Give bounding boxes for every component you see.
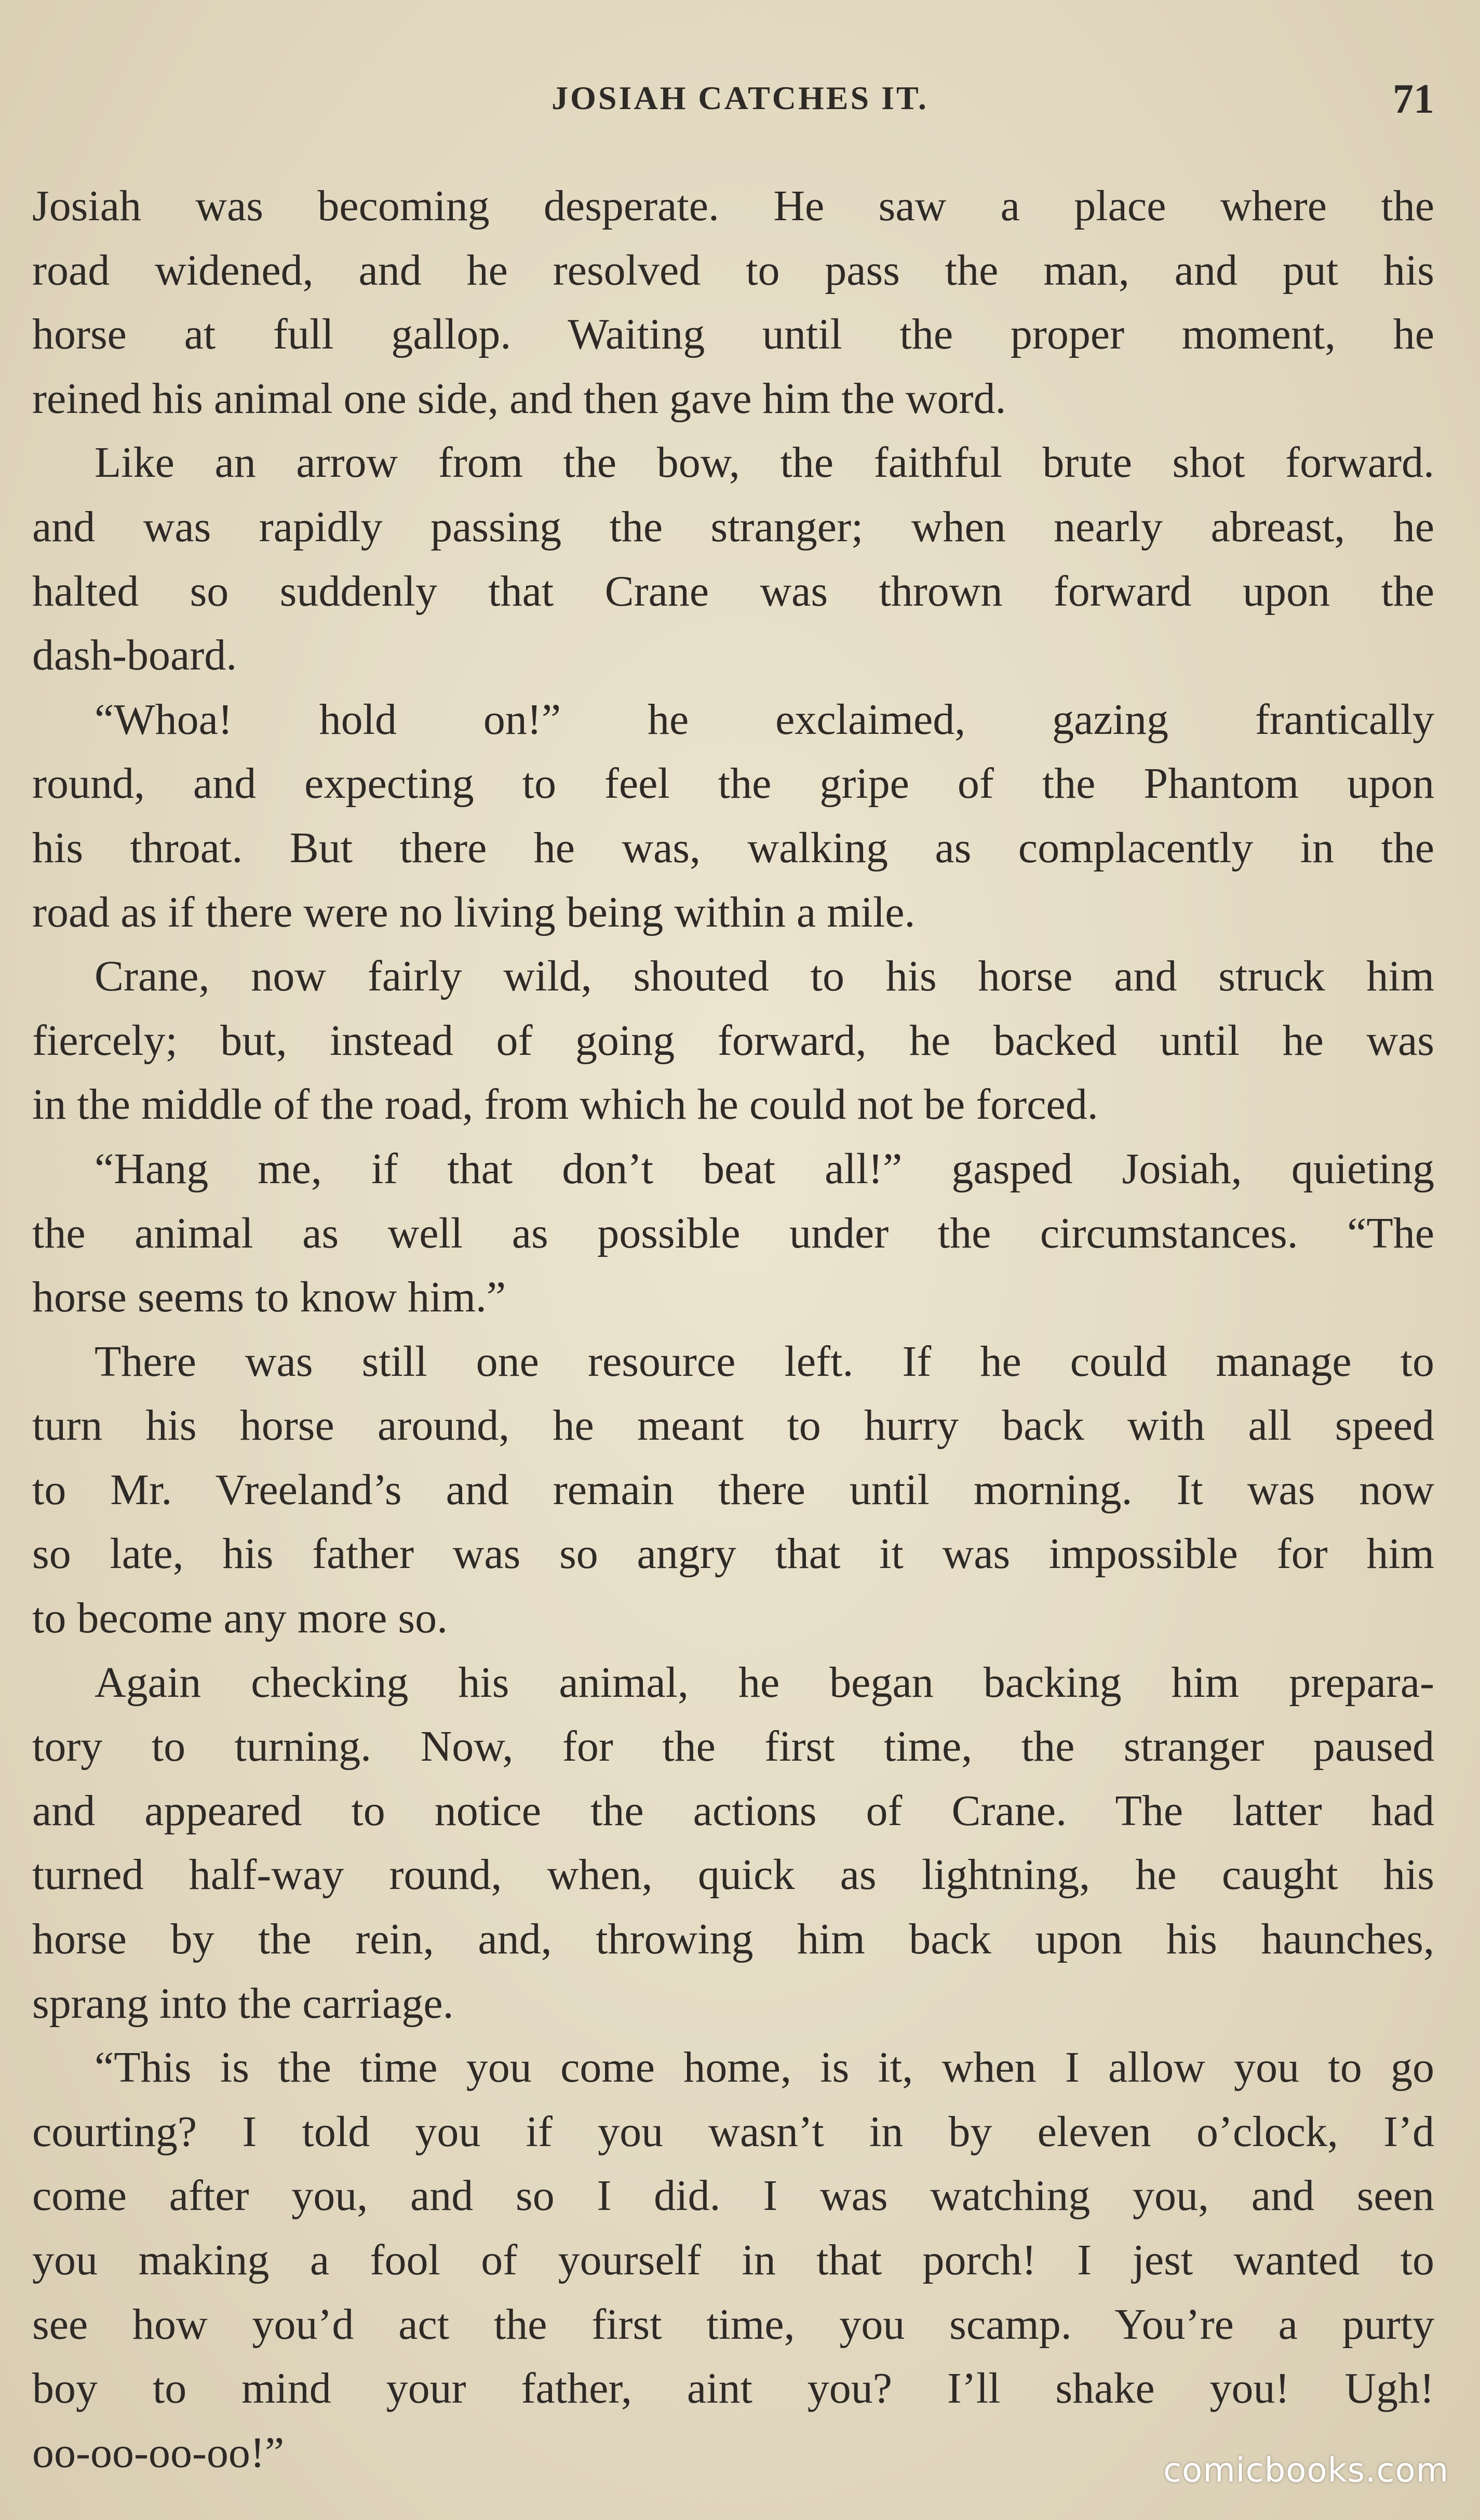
watermark: comicbooks.com [1163, 2451, 1449, 2490]
text-line: and was rapidly passing the stranger; when nearly abreast, he [32, 502, 1434, 551]
text-line: “Hang me, if that don’t beat all!” gasped Josiah, quieting [95, 1144, 1434, 1193]
text-line: to become any more so. [32, 1594, 448, 1643]
running-head [0, 76, 1480, 136]
text-line: to Mr. Vreeland’s and remain there until morning. It was now [32, 1465, 1434, 1514]
text-line: road as if there were no living being within a mile. [32, 888, 916, 936]
text-line: reined his animal one side, and then gave him the word. [32, 374, 1006, 423]
text-line: turn his horse around, he meant to hurry back with all speed [32, 1401, 1434, 1450]
text-line: round, and expecting to feel the gripe of the Phantom upon [32, 759, 1434, 808]
text-line: dash-board. [32, 631, 237, 680]
text-line: “This is the time you come home, is it, when I allow you to go [95, 2043, 1434, 2092]
text-line: oo-oo-oo-oo!” [32, 2428, 285, 2477]
text-line: Again checking his animal, he began backing him prepara- [95, 1658, 1434, 1707]
text-line: in the middle of the road, from which he could not be forced. [32, 1080, 1098, 1129]
text-line: tory to turning. Now, for the first time, the stranger paused [32, 1722, 1434, 1771]
text-line: come after you, and so I did. I was watching you, and seen [32, 2172, 1434, 2220]
text-line: turned half-way round, when, quick as lightning, he caught his [32, 1851, 1434, 1899]
text-line: Like an arrow from the bow, the faithful brute shot forward. [95, 438, 1434, 487]
text-line: see how you’d act the first time, you scamp. You’re a purty [32, 2300, 1434, 2349]
text-line: boy to mind your father, aint you? I’ll shake you! Ugh! [32, 2364, 1434, 2413]
text-line: Crane, now fairly wild, shouted to his horse and struck him [95, 952, 1434, 1001]
text-line: There was still one resource left. If he could manage to [95, 1337, 1434, 1386]
text-line: you making a fool of yourself in that porch! I jest wanted to [32, 2236, 1434, 2284]
text-line: sprang into the carriage. [32, 1979, 454, 2028]
text-line: horse at full gallop. Waiting until the proper moment, he [32, 310, 1434, 359]
running-title: JOSIAH CATCHES IT. [551, 79, 929, 116]
text-line: horse by the rein, and, throwing him back upon his haunches, [32, 1915, 1434, 1964]
text-line: fiercely; but, instead of going forward, he backed until he was [32, 1016, 1434, 1065]
text-line: road widened, and he resolved to pass the man, and put his [32, 246, 1434, 294]
body-text [32, 174, 1434, 2485]
text-line: “Whoa! hold on!” he exclaimed, gazing frantically [95, 695, 1434, 744]
text-line: so late, his father was so angry that it was impossible for him [32, 1530, 1434, 1578]
text-line: and appeared to notice the actions of Crane. The latter had [32, 1786, 1434, 1835]
text-line: his throat. But there he was, walking as complacently in the [32, 823, 1434, 872]
text-line: courting? I told you if you wasn’t in by eleven o’clock, I’d [32, 2107, 1434, 2156]
text-line: Josiah was becoming desperate. He saw a place where the [32, 182, 1434, 230]
text-line: the animal as well as possible under the circumstances. “The [32, 1209, 1434, 1257]
page-number: 71 [1393, 76, 1434, 122]
text-line: halted so suddenly that Crane was thrown forward upon the [32, 567, 1434, 615]
text-line: horse seems to know him.” [32, 1273, 506, 1322]
